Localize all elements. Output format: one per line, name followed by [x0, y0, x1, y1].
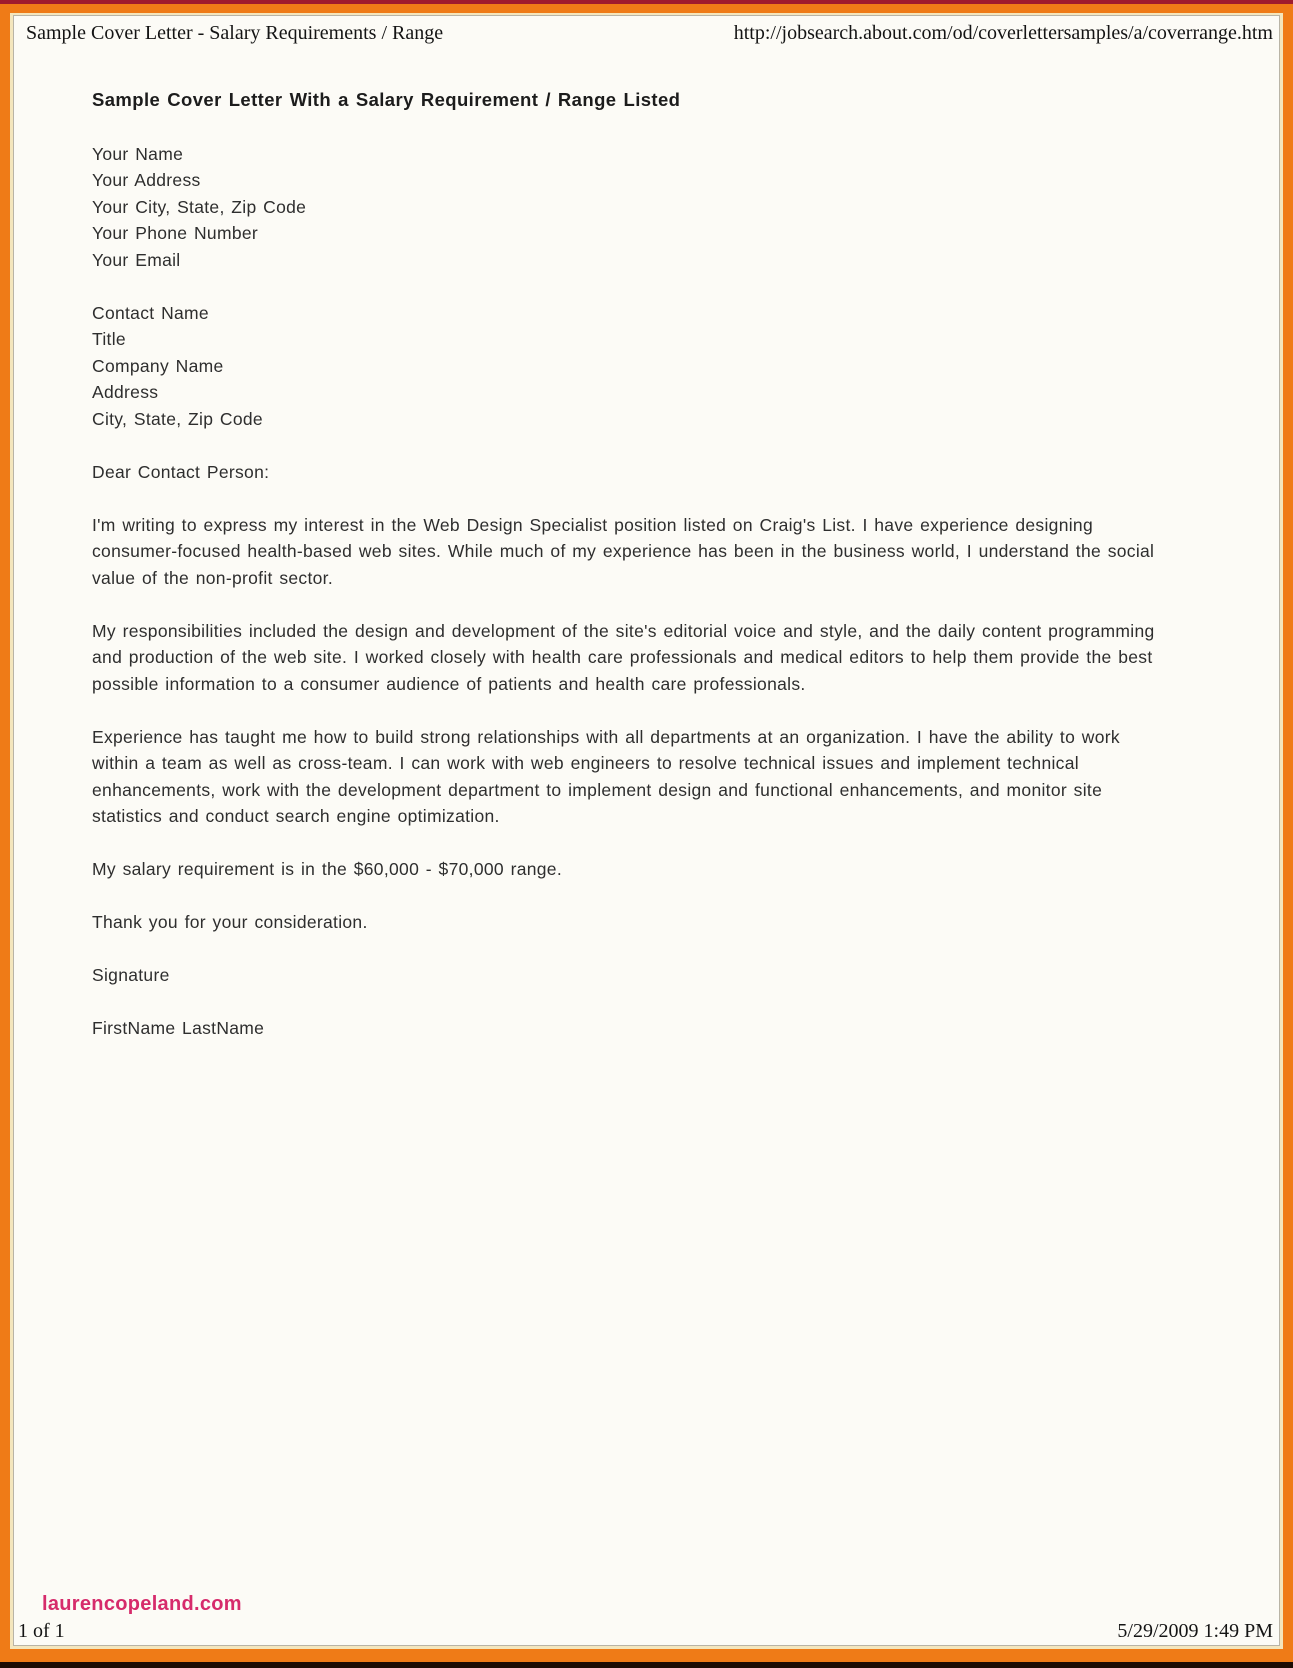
sender-line: Your Address: [92, 170, 201, 190]
print-footer: [14, 1620, 1279, 1645]
watermark-laurencopeland: laurencopeland.com: [42, 1593, 242, 1615]
page-indicator: 1 of 1: [18, 1620, 65, 1642]
letter-body: [14, 45, 1279, 1593]
closing-line: Thank you for your consideration.: [92, 912, 368, 932]
recipient-line: Company Name: [92, 355, 224, 376]
recipient-line: Title: [92, 329, 126, 349]
signature-label: Signature: [92, 965, 170, 985]
salutation: Dear Contact Person:: [92, 461, 270, 482]
printed-page: [13, 15, 1280, 1646]
print-header: [14, 16, 1279, 45]
recipient-line: City, State, Zip Code: [92, 408, 263, 429]
letter-paragraph: My responsibilities included the design and development of the site's editorial voice and style, and the daily content programming and production of the web site. I worked closely with health care professionals and medical editors to help them provide the best possible information to a consumer audience of patients and health care professionals.: [92, 620, 1155, 694]
signed-name: FirstName LastName: [92, 1018, 265, 1038]
sender-line: Your Name: [92, 143, 184, 164]
letter-paragraph: Experience has taught me how to build strong relationships with all departments at an organization. I have the ability to work within a team as well as cross-team. I can work with web engineers to resolve technical issues and implement technical enhancements, work with the development department to implement design and functional enhancements, and monitor site statistics and conduct search engine optimization.: [92, 726, 1120, 826]
bottom-orange-border: [0, 1649, 1293, 1662]
inner-cream-edge: [10, 13, 1283, 1649]
sender-line: Your Phone Number: [92, 223, 259, 243]
sender-line: Your Email: [92, 249, 181, 270]
orange-border-band: [0, 4, 1293, 1649]
letter-paragraph: I'm writing to express my interest in the Web Design Specialist position listed on Craig's List. I have experience designing consumer-focused health-based web sites. While much of my experience has been in the business world, I understand the social value of the non-profit sector.: [92, 514, 1155, 588]
recipient-line: Contact Name: [92, 302, 209, 323]
print-timestamp: 5/29/2009 1:49 PM: [1117, 1620, 1273, 1642]
print-header-title: Sample Cover Letter - Salary Requirements / Range: [26, 22, 444, 44]
recipient-address-block: [92, 300, 1201, 433]
sender-address-block: [92, 141, 1201, 274]
print-header-url: http://jobsearch.about.com/od/coverlettersamples/a/coverrange.htm: [733, 22, 1273, 44]
recipient-line: Address: [92, 382, 159, 402]
letter-title: Sample Cover Letter With a Salary Requirement / Range Listed: [92, 89, 681, 110]
bottom-black-strip: [0, 1662, 1293, 1668]
sender-line: Your City, State, Zip Code: [92, 196, 307, 217]
salary-requirement-line: My salary requirement is in the $60,000 - $70,000 range.: [92, 859, 562, 879]
